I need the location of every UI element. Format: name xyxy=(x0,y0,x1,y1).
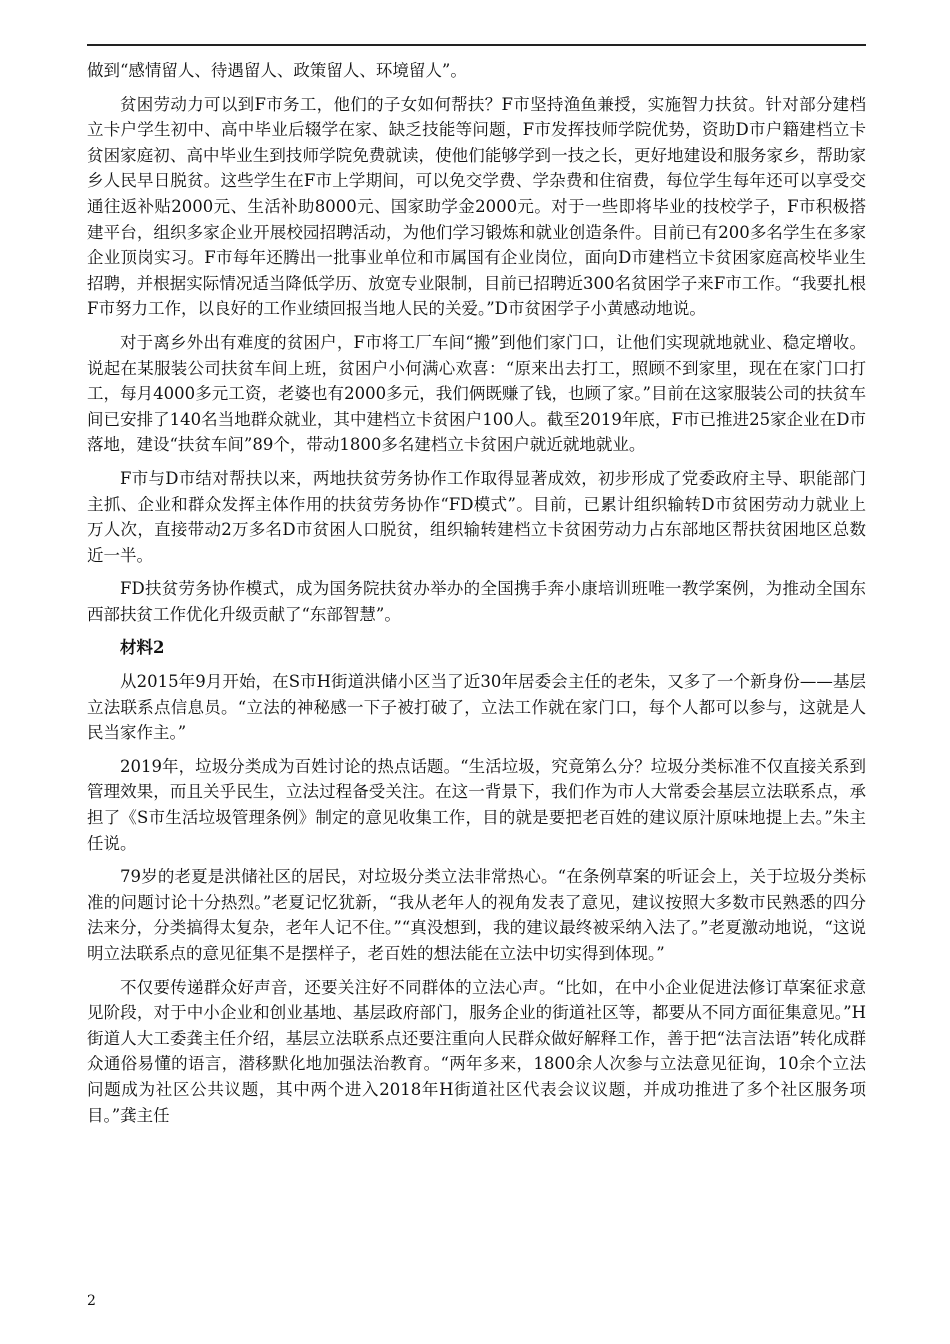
paragraph-intellectual-aid: 贫困劳动力可以到F市务工，他们的子女如何帮扶？F市坚持渔鱼兼授，实施智力扶贫。针对部分建档立卡户学生初中、高中毕业后辍学在家、缺乏技能等问题，F市发挥技师学院优势，资助D市户籍建档立卡贫困家庭初、高中毕业生到技师学院免费就读，使他们能够学到一技之长，更好地建设和服务家乡，帮助家乡人民早日脱贫。这些学生在F市上学期间，可以免交学费、学杂费和住宿费，每位学生每年还可以享受交通往返补贴2000元、生活补助8000元、国家助学金2000元。对于一些即将毕业的技校学子，F市积极搭建平台，组织多家企业开展校园招聘活动，为他们学习锻炼和就业创造条件。目前已有200多名学生在多家企业顶岗实习。F市每年还腾出一批事业单位和市属国有企业岗位，面向D市建档立卡贫困家庭高校毕业生招聘，并根据实际情况适当降低学历、放宽专业限制，目前已招聘近300名贫困学子来F市工作。“我要扎根F市努力工作，以良好的工作业绩回报当地人民的关爱。”D市贫困学子小黄感动地说。 xyxy=(87,94,866,319)
document-body xyxy=(87,58,866,1136)
paragraph-garbage-sorting: 2019年，垃圾分类成为百姓讨论的热点话题。“生活垃圾，究竟第么分？垃圾分类标准不仅直接关系到管理效果，而且关乎民生，立法过程备受关注。在这一背景下，我们作为市人大常委会基层立法联系点，承担了《S市生活垃圾管理条例》制定的意见收集工作，目的就是要把老百姓的建议原汁原味地提上去。”朱主任说。 xyxy=(87,756,866,853)
paragraph-fd-model: F市与D市结对帮扶以来，两地扶贫劳务协作工作取得显著成效，初步形成了党委政府主导、职能部门主抓、企业和群众发挥主体作用的扶贫劳务协作“FD模式”。目前，已累计组织输转D市贫困劳动力就业上万人次，直接带动2万多名D市贫困人口脱贫，组织输转建档立卡贫困劳动力占东部地区帮扶贫困地区总数近一半。 xyxy=(87,468,866,565)
header-rule xyxy=(87,44,866,46)
paragraph-east-wisdom: FD扶贫劳务协作模式，成为国务院扶贫办举办的全国携手奔小康培训班唯一教学案例，为推动全国东西部扶贫工作优化升级贡献了“东部智慧”。 xyxy=(87,579,866,624)
paragraph-resident-xia: 79岁的老夏是洪储社区的居民，对垃圾分类立法非常热心。“在条例草案的听证会上，关于垃圾分类标准的问题讨论十分热烈。”老夏记忆犹新，“我从老年人的视角发表了意见，建议按照大多数市民熟悉的四分法来分，分类搞得太复杂，老年人记不住。”“真没想到，我的建议最终被采纳入法了。”老夏激动地说，“这说明立法联系点的意见征集不是摆样子，老百姓的想法能在立法中切实得到体现。” xyxy=(87,867,866,963)
paragraph-continuation: 做到“感情留人、待遇留人、政策留人、环境留人”。 xyxy=(87,61,467,80)
page-number: 2 xyxy=(87,1293,96,1309)
paragraph-group-voices: 不仅要传递群众好声音，还要关注好不同群体的立法心声。“比如，在中小企业促进法修订草案征求意见阶段，对于中小企业和创业基地、基层政府部门，服务企业的街道社区等，都要从不同方面征集意见。”H街道人大工委龚主任介绍，基层立法联系点还要注重向人民群众做好解释工作，善于把“法言法语”转化成群众通俗易懂的语言，潜移默化地加强法治教育。“两年多来，1800余人次参与立法意见征询，10余个立法问题成为社区公共议题，其中两个进入2018年H街道社区代表会议议题，并成功推进了多个社区服务项目。”龚主任 xyxy=(87,977,866,1125)
paragraph-poverty-workshop: 对于离乡外出有难度的贫困户，F市将工厂车间“搬”到他们家门口，让他们实现就地就业、稳定增收。说起在某服装公司扶贫车间上班，贫困户小何满心欢喜：“原来出去打工，照顾不到家里，现在在家门口打工，每月4000多元工资，老婆也有2000多元，我们俩既赚了钱，也顾了家。”目前在这家服装公司的扶贫车间已安排了140名当地群众就业，其中建档立卡贫困户100人。截至2019年底，F市已推进25家企业在D市落地，建设“扶贫车间”89个，带动1800多名建档立卡贫困户就近就地就业。 xyxy=(87,332,866,455)
section-heading-material-2: 材料2 xyxy=(120,638,165,658)
paragraph-legislative-liaison: 从2015年9月开始，在S市H街道洪储小区当了近30年居委会主任的老朱，又多了一个新身份——基层立法联系点信息员。“立法的神秘感一下子被打破了，立法工作就在家门口，每个人都可以参与，这就是人民当家作主。” xyxy=(87,672,866,743)
